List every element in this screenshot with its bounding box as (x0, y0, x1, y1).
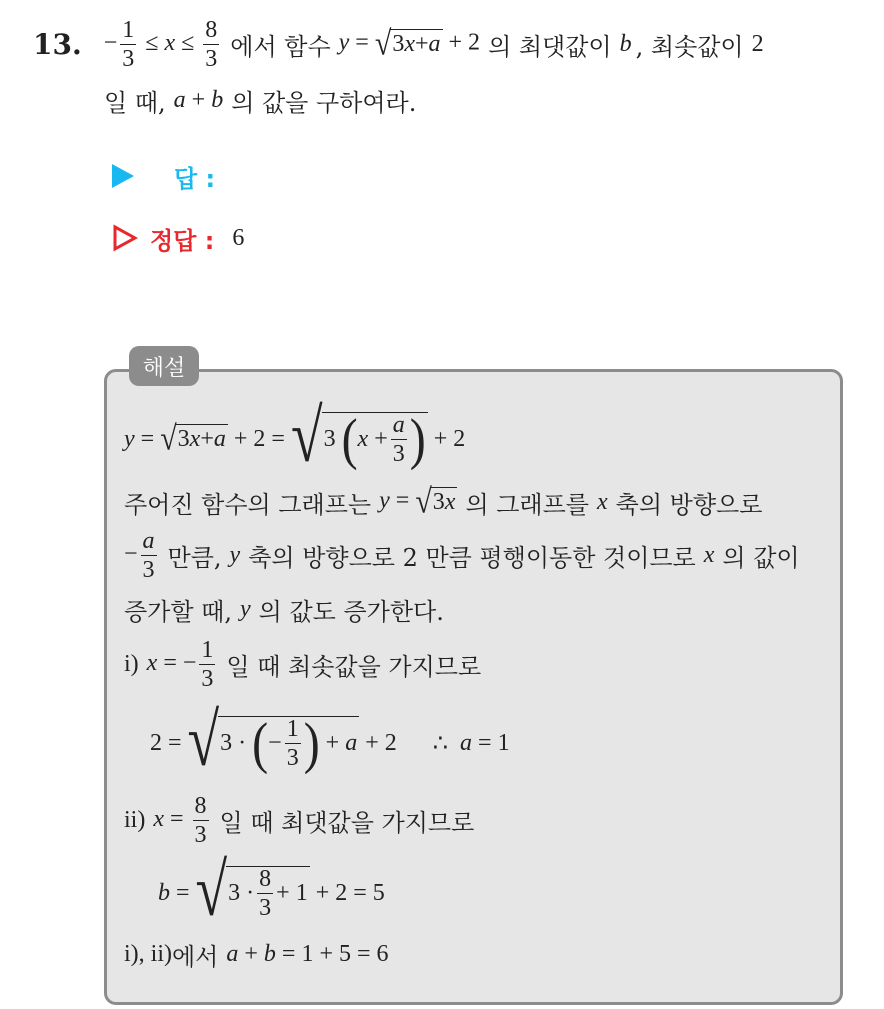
question-text-max: 의 최댓값이 (488, 32, 612, 61)
play-triangle-icon (112, 164, 134, 188)
answer-label: 답 : (174, 164, 216, 193)
question-number: 13. (33, 27, 82, 61)
solution-equation-1: y = √ 3 x + a + 2 = √ 3 ( x + $\frac{a}{3}$ ) + 2 (124, 396, 466, 478)
correct-answer-label: 정답 : (150, 226, 215, 255)
question-text-find: 의 값을 구하여라. (231, 88, 417, 117)
correct-answer-value: 6 (232, 224, 245, 251)
solution-case-1: i) x = − $\frac{1}{3}$ 일 때 최솟값을 가지므로 (124, 636, 482, 692)
solution-case-2-equation: b = √ 3 · $\frac{8}{3}$ + 1 + 2 = 5 (158, 850, 385, 932)
solution-line-3: − $\frac{a}{3}$ 만큼, y 축의 방향으로 2 만큼 평행이동한 것이므로 x 의 값이 (124, 527, 800, 583)
solution-case-2: ii) x = $\frac{8}{3}$ 일 때 최댓값을 가지므로 (124, 792, 475, 848)
solution-case-1-equation: 2 = √ 3 · ( − $\frac{1}{3}$ ) + a + 2 ∴ a = 1 (150, 700, 510, 782)
answer-row (112, 158, 215, 194)
correct-answer-row (112, 220, 244, 256)
outline-triangle-icon (112, 224, 138, 252)
question-text-when: 일 때, (104, 88, 166, 117)
math-b: b (619, 30, 632, 57)
question-text-condition: 에서 함수 (230, 32, 331, 61)
question-line-1 (33, 12, 764, 76)
question-line-2 (104, 82, 416, 118)
math-condition: − $\frac{1}{3}$ ≤ x ≤ $\frac{8}{3}$ (103, 16, 218, 72)
question-text-min: , 최솟값이 (635, 32, 744, 61)
solution-tab: 해설 (129, 346, 199, 386)
solution-line-4: 증가할 때, y 의 값도 증가한다. (124, 595, 444, 626)
solution-line-2: 주어진 함수의 그래프는 y = √ 3 x 의 그래프를 x 축의 방향으로 (124, 482, 763, 521)
question-text-min-value: 2 (751, 30, 764, 57)
solution-final: i), ii) 에서 a + b = 1 + 5 = 6 (124, 940, 389, 971)
math-a-plus-b: a + b (173, 86, 224, 113)
math-function: y = √ 3 x + a + 2 (338, 24, 481, 63)
